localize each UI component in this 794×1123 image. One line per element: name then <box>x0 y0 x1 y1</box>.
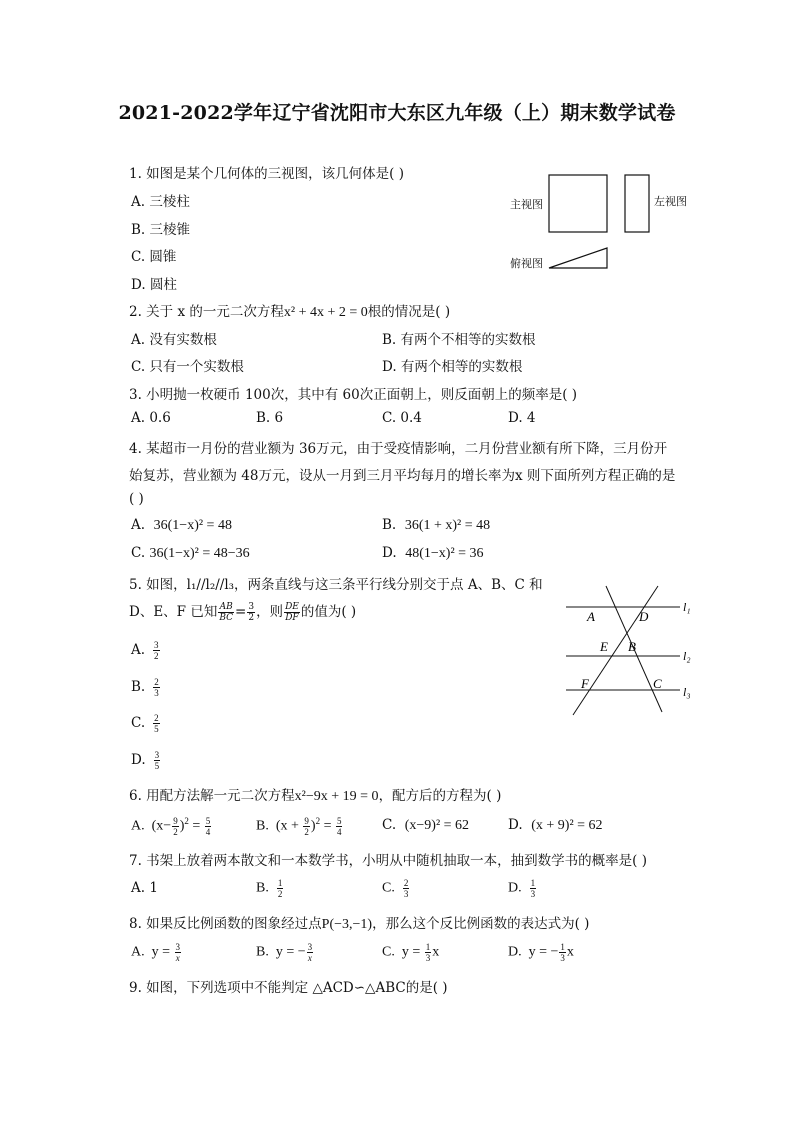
q5-then-text: ，则 <box>256 604 284 620</box>
l1-label: l₁ <box>683 600 691 614</box>
q2-option-a: A. 没有实数根 <box>131 332 217 348</box>
q1-option-b: B. 三棱锥 <box>131 222 191 238</box>
question-2-stem <box>129 300 450 321</box>
question-4-line-2: 始复苏，营业额为 48万元，设从一月到三月平均每月的增长率为x 则下面所列方程正确的是 <box>129 468 676 484</box>
q4-option-d <box>382 545 484 562</box>
q4-a-label: A. <box>131 517 146 533</box>
q7-option-c: C. $\frac{2}{3}$ <box>382 878 409 899</box>
q8-option-c: C. y = $\frac{1}{3}$ x <box>382 942 440 963</box>
q6-a-label: A. <box>131 818 145 834</box>
parallel-lines-figure <box>560 572 700 722</box>
question-5-line-2 <box>129 600 356 623</box>
front-view-label: 主视图 <box>510 198 543 211</box>
point-c-label: C <box>653 676 662 691</box>
q4-c-equation: 36(1−x)² = 48−36 <box>149 546 250 561</box>
front-view-square <box>549 175 607 232</box>
point-e-label: E <box>600 639 608 654</box>
point-a-label: A <box>587 609 595 624</box>
q6-stem-pre: 6. 用配方法解一元二次方程 <box>129 788 295 804</box>
frac-num: 2 <box>154 677 159 687</box>
q5-option-b <box>131 677 161 698</box>
fraction-3-2 <box>247 602 255 623</box>
q6-stem-post: ，配方后的方程为( ) <box>378 788 502 804</box>
q6-equation: x²−9x + 19 = 0 <box>294 789 379 804</box>
q7-option-b: B. $\frac{1}{2}$ <box>256 878 283 899</box>
q8-option-d: D. y = − $\frac{1}{3}$ x <box>508 942 574 963</box>
question-6-stem <box>129 784 501 805</box>
three-views-figure <box>540 170 660 275</box>
q3-option-c: C. 0.4 <box>382 410 422 426</box>
q7-c-label: C. <box>382 880 395 896</box>
q4-option-b <box>382 517 490 534</box>
q8-option-a: A. y = $\frac{3}{x}$ <box>131 942 181 963</box>
q6-c-label: C. <box>382 817 397 833</box>
question-4-line-1: 4. 某超市一月份的营业额为 36万元，由于受疫情影响，二月份营业额有所下降，三月份开 <box>129 441 668 457</box>
fraction-ab-bc <box>218 602 234 623</box>
q8-b-label: B. <box>256 944 269 960</box>
q5-option-fraction <box>153 640 160 661</box>
q1-option-c: C. 圆锥 <box>131 249 177 265</box>
q4-option-a <box>131 517 232 534</box>
q2-equation: x² + 4x + 2 = 0 <box>283 305 368 320</box>
q5-option-d <box>131 750 161 771</box>
q5-option-fraction <box>153 677 160 698</box>
question-1-stem: 1. 如图是某个几何体的三视图，该几何体是( ) <box>129 166 404 182</box>
frac-num: AB <box>219 602 233 612</box>
q2-stem-post: 根的情况是( ) <box>367 304 451 320</box>
q5-option-label: B. <box>131 679 146 695</box>
q5-option-label: D. <box>131 752 146 768</box>
frac-num: DE <box>285 602 299 612</box>
q2-stem-pre: 2. 关于 x 的一元二次方程 <box>129 304 284 320</box>
q4-option-c <box>131 545 250 562</box>
question-5-line-1: 5. 如图，l₁//l₂//l₃，两条直线与这三条平行线分别交于点 A、B、C 和 <box>129 577 543 593</box>
q8-point: P(−3,−1) <box>321 917 373 932</box>
q2-option-d: D. 有两个相等的实数根 <box>382 359 523 375</box>
l2-label: l₂ <box>683 649 691 663</box>
frac-den: 5 <box>154 724 159 734</box>
transversal-def <box>573 586 658 715</box>
q1-option-a: A. 三棱柱 <box>131 194 190 210</box>
frac-num: 2 <box>154 713 159 723</box>
top-view-triangle <box>549 248 607 268</box>
q6-b-label: B. <box>256 818 269 834</box>
frac-den: 5 <box>154 761 160 771</box>
q6-option-c <box>382 817 469 834</box>
q8-stem-pre: 8. 如果反比例函数的图象经过点 <box>129 916 322 932</box>
fraction-de-df <box>284 602 300 623</box>
top-view-label: 俯视图 <box>510 257 543 270</box>
q5-option-c <box>131 713 161 734</box>
q6-d-equation: (x + 9)² = 62 <box>531 818 603 833</box>
page-title: 2021-2022学年辽宁省沈阳市大东区九年级（上）期末数学试卷 <box>118 102 676 124</box>
q8-option-b: B. y = − $\frac{3}{x}$ <box>256 942 313 963</box>
q2-option-b: B. 有两个不相等的实数根 <box>382 332 536 348</box>
q6-option-a: A. (x− $\frac{9}{2}$ )$^2$ = $\frac{5}{4}$ <box>131 816 211 837</box>
q7-option-a: A. 1 <box>131 880 158 896</box>
point-f-label: F <box>581 676 589 691</box>
left-view-label: 左视图 <box>654 195 687 208</box>
frac-den: 2 <box>154 651 159 661</box>
q4-b-equation: 36(1 + x)² = 48 <box>404 518 491 533</box>
frac-den: DF <box>285 613 299 623</box>
point-d-label: D <box>639 609 649 624</box>
q2-option-c: C. 只有一个实数根 <box>131 359 244 375</box>
q4-c-label: C. <box>131 545 146 561</box>
frac-num: 3 <box>154 750 160 760</box>
q4-a-equation: 36(1−x)² = 48 <box>153 518 232 533</box>
q4-b-label: B. <box>382 517 397 533</box>
q5-option-fraction <box>154 750 161 771</box>
frac-num: 3 <box>154 640 159 650</box>
l3-label: l₃ <box>683 685 691 699</box>
frac-num: 3 <box>248 602 255 612</box>
q3-option-b: B. 6 <box>256 410 284 426</box>
q6-d-label: D. <box>508 817 523 833</box>
question-3-stem: 3. 小明抛一枚硬币 100次，其中有 60次正面朝上，则反面朝上的频率是( ) <box>129 387 578 403</box>
question-4-line-3: ( ) <box>129 491 144 507</box>
frac-den: 2 <box>248 613 255 623</box>
question-9-stem: 9. 如图，下列选项中不能判定 △ACD∽△ABC的是( ) <box>129 980 448 996</box>
frac-den: 3 <box>154 688 159 698</box>
q6-option-d <box>508 817 603 834</box>
q5-question-text: 的值为( ) <box>300 604 357 620</box>
q3-option-a: A. 0.6 <box>131 410 171 426</box>
frac-den: BC <box>219 613 234 623</box>
q5-option-a <box>131 640 161 661</box>
q4-d-label: D. <box>382 545 397 561</box>
q5-option-label: C. <box>131 715 146 731</box>
q6-option-b: B. (x + $\frac{9}{2}$ )$^2$ = $\frac{5}{4}$ <box>256 816 342 837</box>
point-b-label: B <box>628 639 636 654</box>
q7-b-label: B. <box>256 880 269 896</box>
left-view-rect <box>625 175 649 232</box>
q8-d-label: D. <box>508 944 522 960</box>
q7-d-label: D. <box>508 880 522 896</box>
q7-option-d: D. $\frac{1}{3}$ <box>508 878 536 899</box>
q8-stem-post: ，那么这个反比例函数的表达式为( ) <box>372 916 590 932</box>
question-8-stem <box>129 912 589 933</box>
equals-sign: = <box>235 604 247 620</box>
q1-option-d: D. 圆柱 <box>131 277 177 293</box>
q3-option-d: D. 4 <box>508 410 536 426</box>
question-7-stem: 7. 书架上放着两本散文和一本数学书，小明从中随机抽取一本，抽到数学书的概率是( ) <box>129 853 647 869</box>
q5-given-text: D、E、F 已知 <box>129 604 218 620</box>
q5-option-label: A. <box>131 642 146 658</box>
q8-c-label: C. <box>382 944 395 960</box>
q5-option-fraction <box>153 713 160 734</box>
q6-c-equation: (x−9)² = 62 <box>404 818 470 833</box>
q4-d-equation: 48(1−x)² = 36 <box>405 546 484 561</box>
q8-a-label: A. <box>131 944 145 960</box>
